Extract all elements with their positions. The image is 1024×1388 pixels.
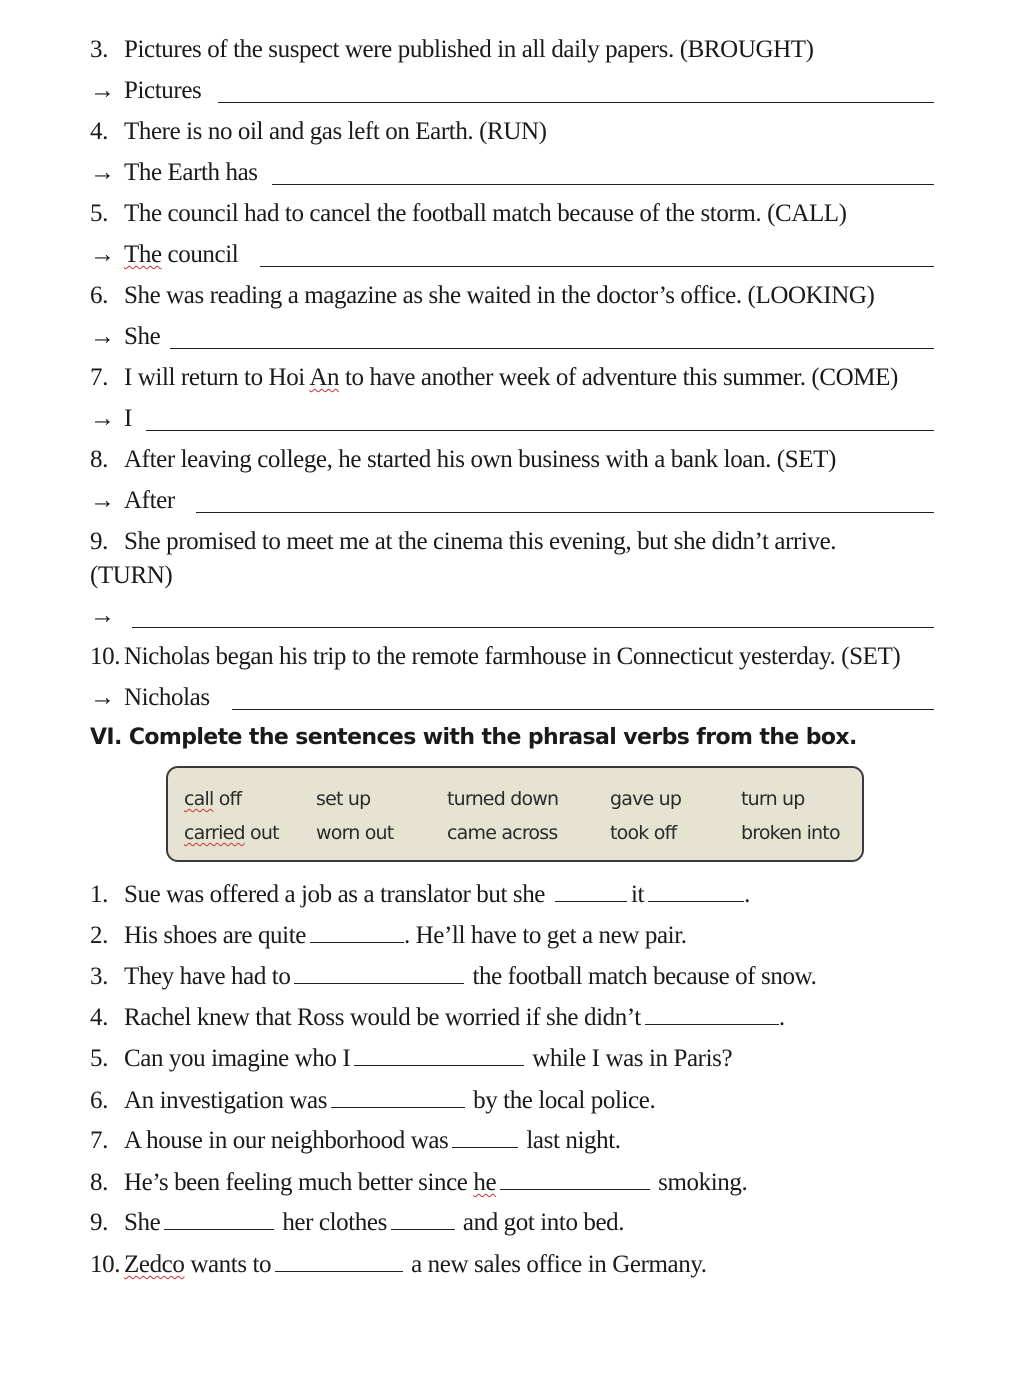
item-3-answer-line[interactable] [218,102,934,103]
phrasal-verb: gave up [610,788,682,810]
vi-sentence-3: 3. They have had to the football match because of snow. [90,963,817,990]
answer-blank[interactable] [294,961,464,984]
vi-sentence-4: 4. Rachel knew that Ross would be worried if she didn’t . [90,1004,785,1031]
item-8-prompt: → After [90,487,175,514]
vi-sentence-8: 8. He’s been feeling much better since he smoking. [90,1169,748,1196]
vi-sentence-1: 1. Sue was offered a job as a translator but she it . [90,881,750,908]
answer-blank[interactable] [310,920,404,943]
item-7-sentence: 7. I will return to Hoi An to have another week of adventure this summer. (COME) [90,364,898,391]
answer-blank[interactable] [645,1002,779,1025]
phrasal-verb: set up [316,788,371,810]
phrasal-verb: worn out [316,822,394,844]
item-3-sentence: 3. Pictures of the suspect were published in all daily papers. (BROUGHT) [90,36,814,63]
item-9-sentence: 9. She promised to meet me at the cinema this evening, but she didn’t arrive. [90,528,837,555]
item-8-sentence: 8. After leaving college, he started his own business with a bank loan. (SET) [90,446,836,473]
item-9-answer-line[interactable] [132,627,934,628]
vi-sentence-7: 7. A house in our neighborhood was last night. [90,1127,621,1154]
answer-blank[interactable] [648,879,744,902]
vi-sentence-9: 9. She her clothes and got into bed. [90,1209,625,1236]
item-7-prompt: → I [90,405,132,432]
phrasal-verb: carried out [184,822,279,844]
item-9-sentence-cont: (TURN) [90,562,173,589]
phrasal-verb: call off [184,788,242,810]
item-4-sentence: 4. There is no oil and gas left on Earth. (RUN) [90,118,547,145]
item-6-sentence: 6. She was reading a magazine as she waited in the doctor’s office. (LOOKING) [90,282,875,309]
item-6-answer-line[interactable] [170,348,934,349]
vi-sentence-5: 5. Can you imagine who I while I was in Paris? [90,1045,733,1072]
answer-blank[interactable] [354,1043,524,1066]
answer-blank[interactable] [391,1207,455,1230]
section-vi-heading: VI. Complete the sentences with the phrasal verbs from the box. [90,725,857,750]
item-4-prompt: → The Earth has [90,159,258,186]
phrasal-verb: turned down [447,788,559,810]
vi-sentence-6: 6. An investigation was by the local police. [90,1087,656,1114]
item-10-answer-line[interactable] [232,709,934,710]
item-10-sentence: 10. Nicholas began his trip to the remote farmhouse in Connecticut yesterday. (SET) [90,643,901,670]
answer-blank[interactable] [275,1249,403,1272]
vi-sentence-10: 10. Zedco wants to a new sales office in Germany. [90,1251,707,1278]
answer-blank[interactable] [500,1167,650,1190]
item-7-answer-line[interactable] [146,430,934,431]
item-4-answer-line[interactable] [272,184,934,185]
phrasal-verb: took off [610,822,677,844]
item-5-sentence: 5. The council had to cancel the football match because of the storm. (CALL) [90,200,847,227]
item-9-prompt: → [90,602,115,629]
item-3-prompt: → Pictures [90,77,202,104]
item-10-prompt: → Nicholas [90,684,210,711]
answer-blank[interactable] [331,1085,465,1108]
answer-blank[interactable] [452,1125,518,1148]
item-5-answer-line[interactable] [260,266,934,267]
phrasal-verb: turn up [741,788,805,810]
phrasal-verb: came across [447,822,558,844]
phrasal-verb: broken into [741,822,840,844]
phrasal-verb-box [166,766,864,862]
item-5-prompt: → The council [90,241,239,268]
item-6-prompt: → She [90,323,161,350]
item-8-answer-line[interactable] [196,512,934,513]
answer-blank[interactable] [555,879,627,902]
answer-blank[interactable] [164,1207,274,1230]
vi-sentence-2: 2. His shoes are quite . He’ll have to get a new pair. [90,922,687,949]
